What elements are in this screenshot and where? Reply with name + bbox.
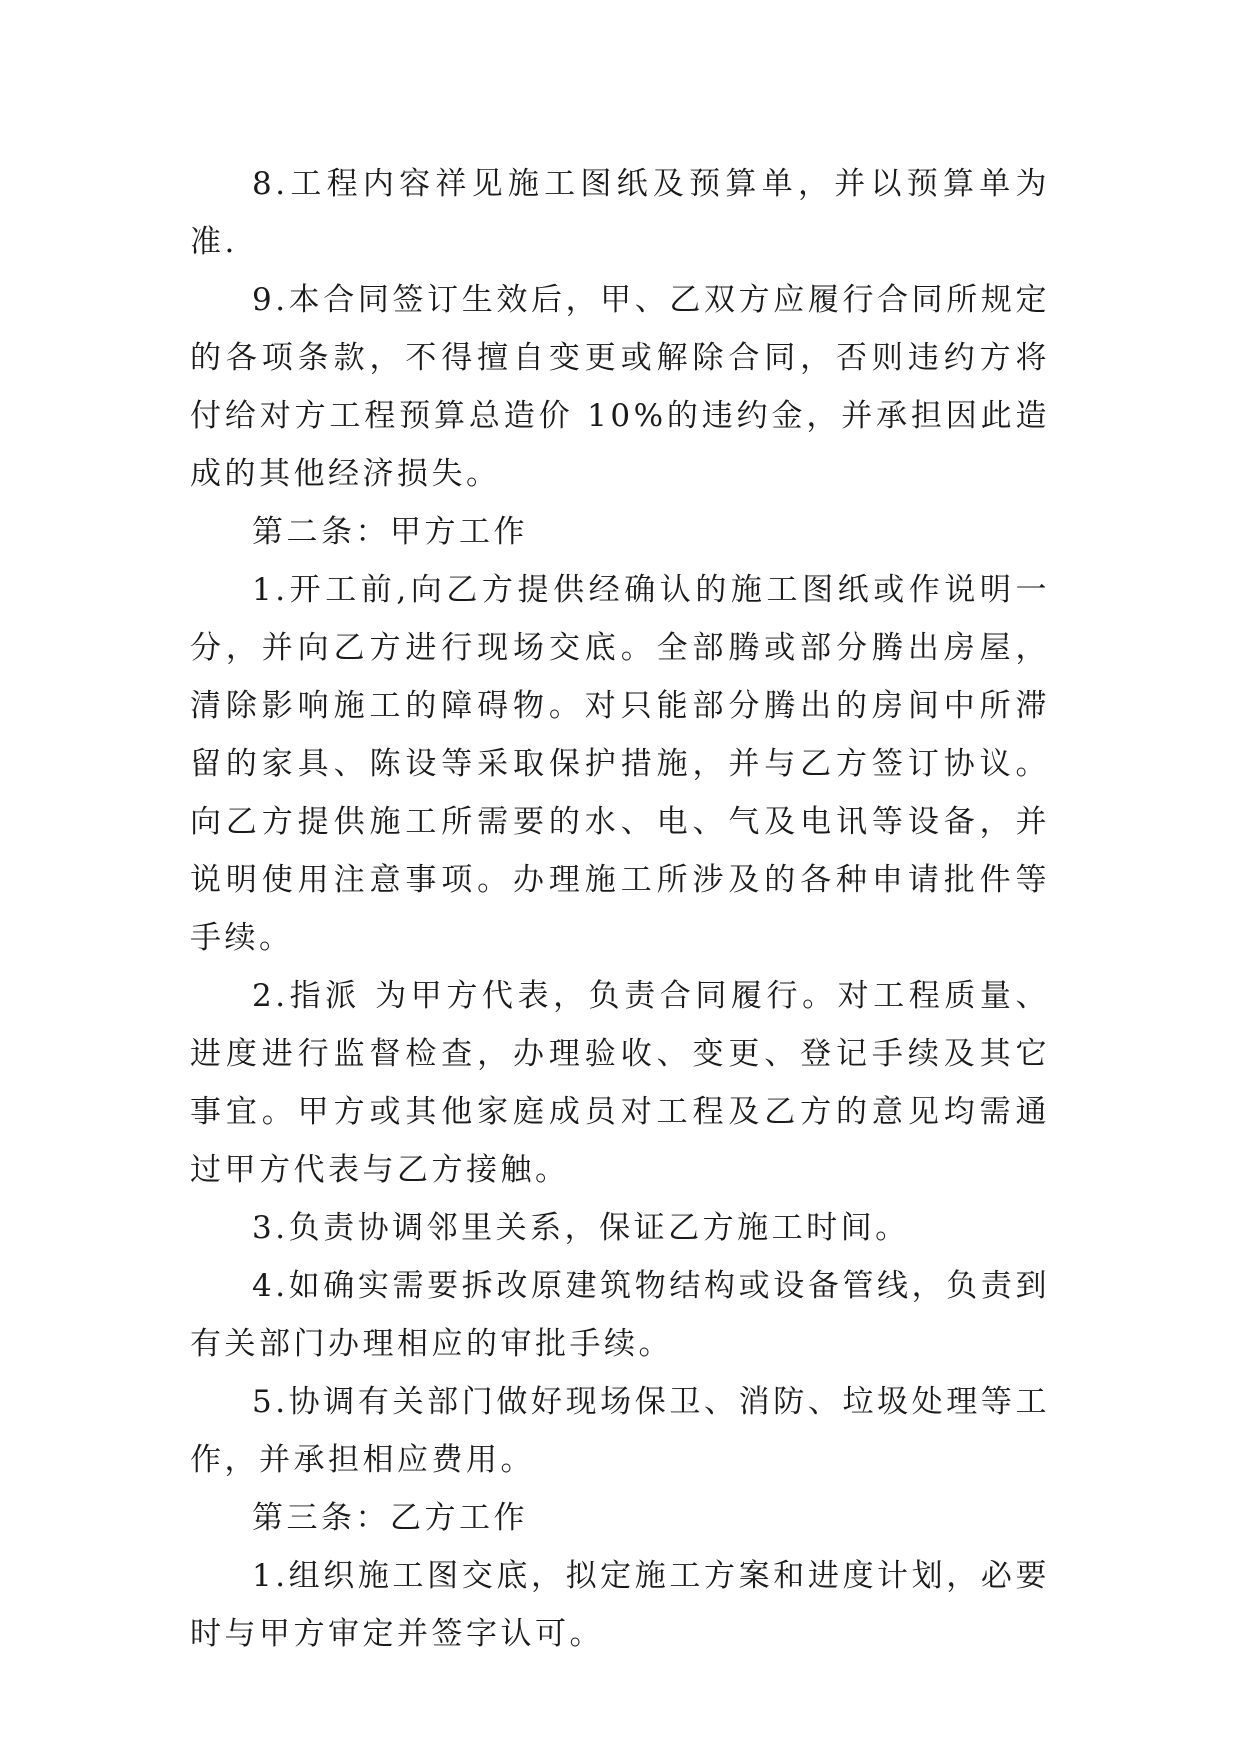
article-3-item-1: 1.组织施工图交底，拟定施工方案和进度计划，必要时与甲方审定并签字认可。 (190, 1558, 1050, 1652)
section-heading-article-3: 第三条：乙方工作 (252, 1500, 528, 1536)
article-2-item-3: 3.负责协调邻里关系，保证乙方施工时间。 (252, 1210, 910, 1246)
article-2-item-5: 5.协调有关部门做好现场保卫、消防、垃圾处理等工作，并承担相应费用。 (190, 1384, 1050, 1478)
article-2-item-4: 4.如确实需要拆改原建筑物结构或设备管线，负责到有关部门办理相应的审批手续。 (190, 1268, 1050, 1362)
clause-9: 9.本合同签订生效后，甲、乙双方应履行合同所规定的各项条款，不得擅自变更或解除合同，否则违约方将付给对方工程预算总造价 10%的违约金，并承担因此造成的其他经济损失。 (190, 282, 1050, 492)
clause-8: 8.工程内容祥见施工图纸及预算单，并以预算单为准. (190, 166, 1050, 260)
article-2-item-1: 1.开工前,向乙方提供经确认的施工图纸或作说明一分，并向乙方进行现场交底。全部腾或部分腾出房屋，清除影响施工的障碍物。对只能部分腾出的房间中所滞留的家具、陈设等采取保护措施，并与乙方签订协议。向乙方提供施工所需要的水、电、气及电讯等设备，并说明使用注意事项。办理施工所涉及的各种申请批件等手续。 (190, 572, 1050, 956)
article-2-item-2: 2.指派 为甲方代表，负责合同履行。对工程质量、进度进行监督检查，办理验收、变更、登记手续及其它事宜。甲方或其他家庭成员对工程及乙方的意见均需通过甲方代表与乙方接触。 (190, 978, 1050, 1188)
section-heading-article-2: 第二条：甲方工作 (252, 514, 528, 550)
document-body (190, 155, 1050, 1663)
